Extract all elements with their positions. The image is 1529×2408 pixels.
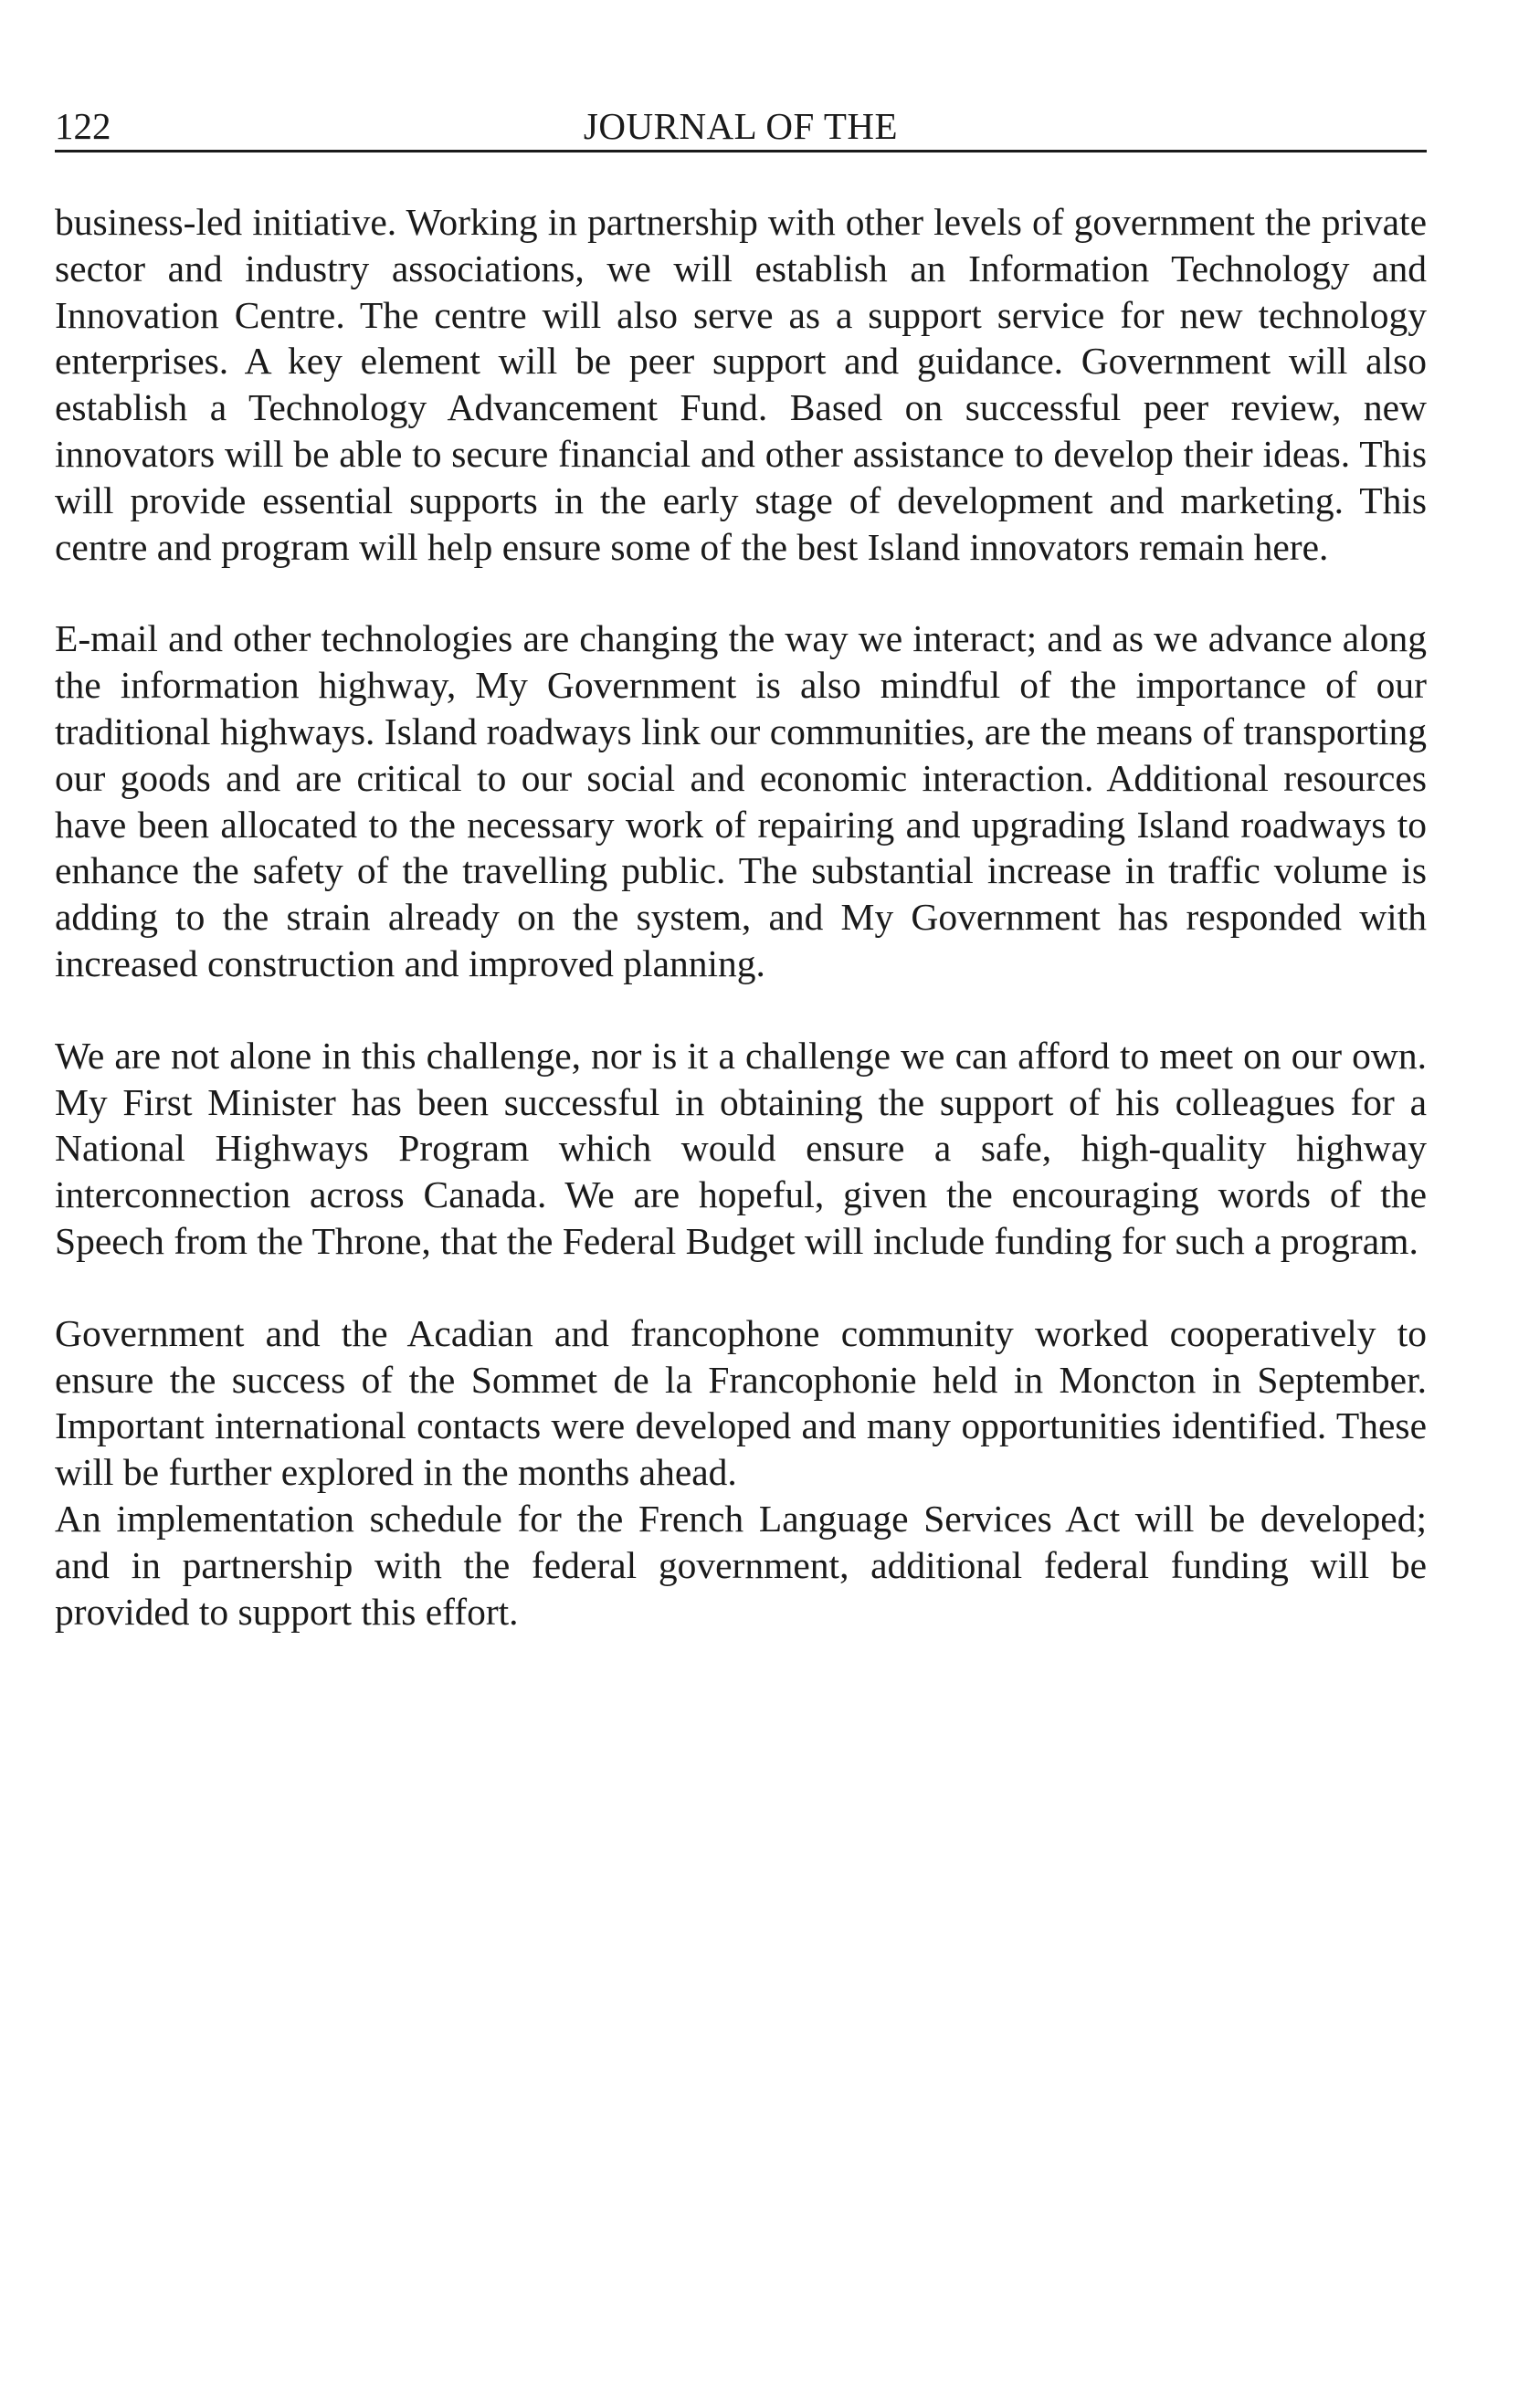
body-text <box>55 199 1427 1635</box>
paragraph-technology-centre: business-led initiative. Working in partnership with other levels of government the private sector and industry associations, we will establish an Information Technology and Innovation Centre. The centre will also serve as a support service for new technology enterprises. A key element will be peer support and guidance. Government will also establish a Technology Advancement Fund. Based on successful peer review, new innovators will be able to secure financial and other assistance to develop their ideas. This will provide essential supports in the early stage of development and marketing. This centre and program will help ensure some of the best Island innovators remain here. <box>55 201 1427 568</box>
paragraph-national-highways-program: We are not alone in this challenge, nor is it a challenge we can afford to meet on our own. My First Minister has been successful in obtaining the support of his colleagues for a National Highways Program which would ensure a safe, high-quality highway interconnection across Canada. We are hopeful, given the encouraging words of the Speech from the Throne, that the Federal Budget will include funding for such a program. <box>55 1034 1427 1262</box>
paragraph-french-language-services: An implementation schedule for the French Language Services Act will be developed; and in partnership with the federal government, additional federal funding will be provided to support this effort. <box>55 1497 1427 1633</box>
paragraph-highways: E-mail and other technologies are changing the way we interact; and as we advance along the information highway, My Government is also mindful of the importance of our traditional highways. Island roadways link our communities, are the means of transporting our goods and are critical to our social and economic interaction. Additional resources have been allocated to the necessary work of repairing and upgrading Island roadways to enhance the safety of the travelling public. The substantial increase in traffic volume is adding to the strain already on the system, and My Government has responded with increased construction and improved planning. <box>55 617 1427 984</box>
running-head: JOURNAL OF THE <box>583 105 899 147</box>
page-number: 122 <box>55 105 111 147</box>
paragraph-francophonie: Government and the Acadian and francophone community worked cooperatively to ensure the success of the Sommet de la Francophonie held in Moncton in September. Important international contacts were developed and many opportunities identified. These will be further explored in the months ahead. <box>55 1311 1427 1494</box>
page-header <box>55 102 1427 152</box>
